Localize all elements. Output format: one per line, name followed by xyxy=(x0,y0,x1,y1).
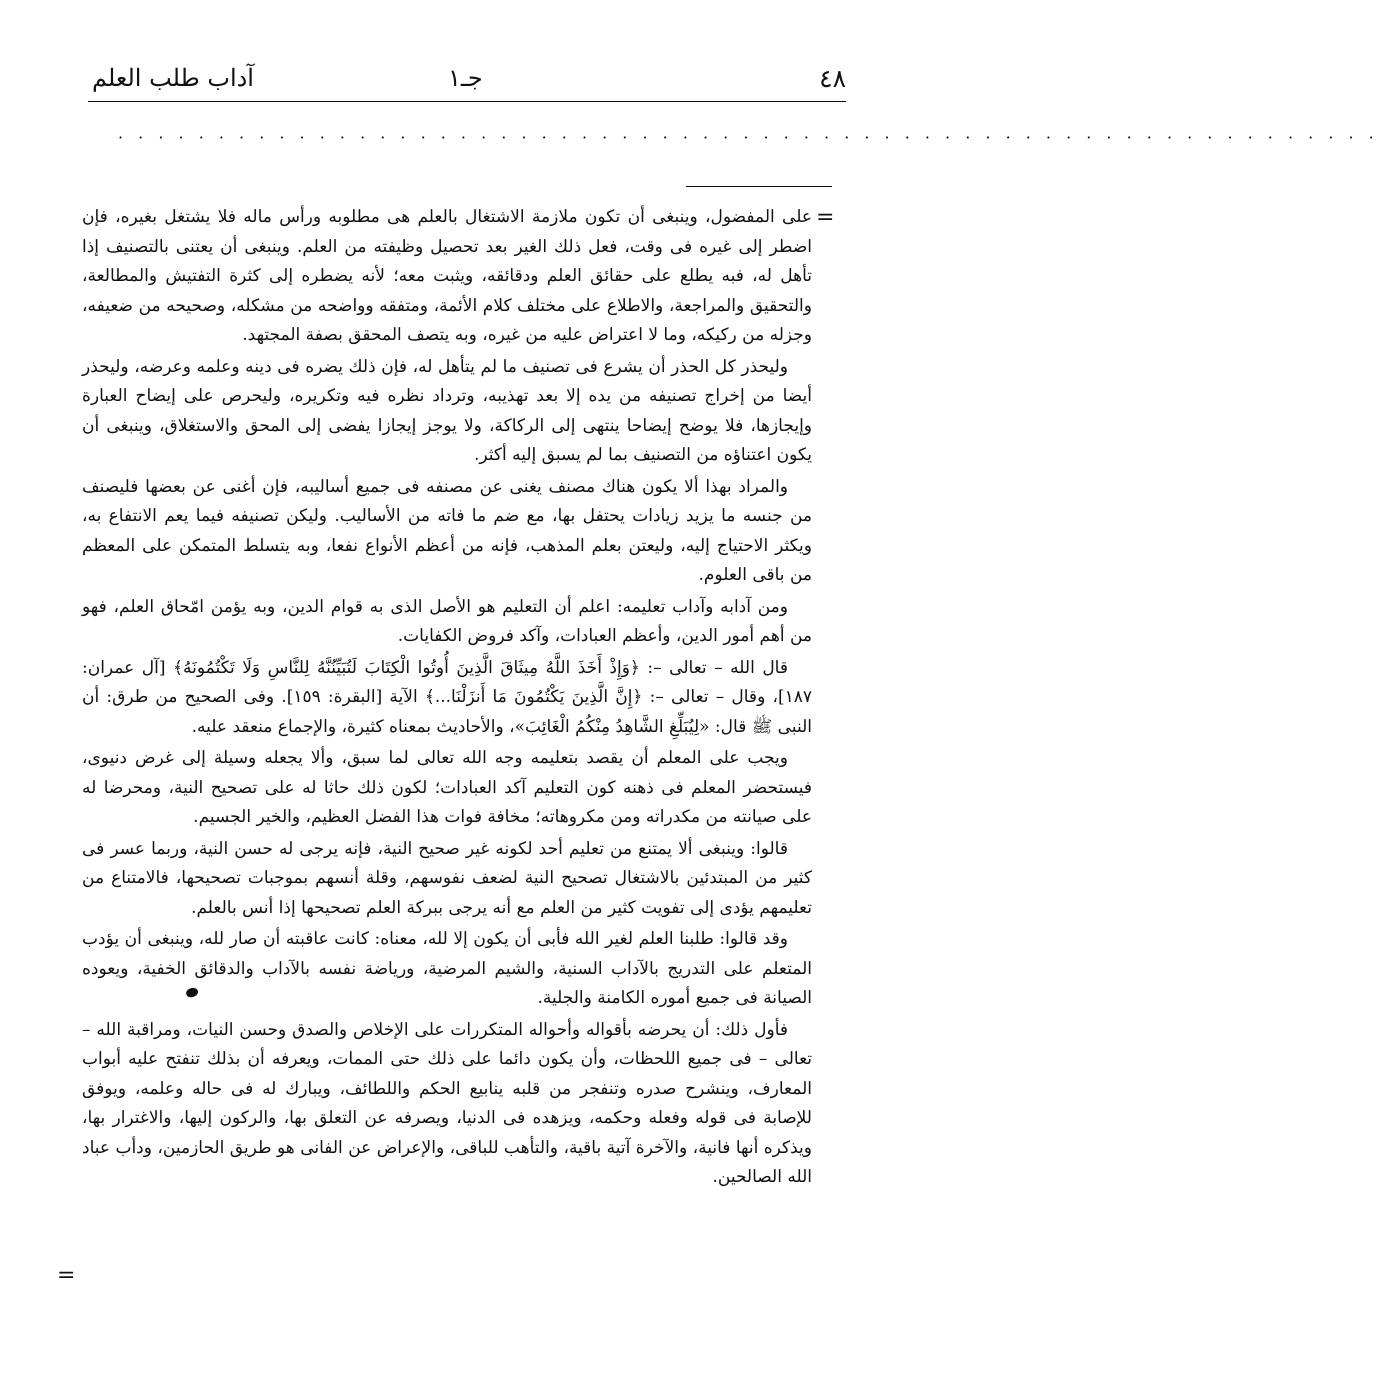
footnote-rule xyxy=(686,186,832,187)
paragraph: على المفضول، وينبغى أن تكون ملازمة الاشتغال بالعلم هى مطلوبه ورأس ماله فلا يشتغل بغيره، فإن اضطر إلى غيره فى وقت، فعل ذلك الغير بعد تحصيل وظيفته من العلم. وينبغى أن يعتنى بالتصنيف إذا تأهل له، فبه يطلع على حقائق العلم ودقائقه، ويثبت معه؛ لأنه يضطره إلى كثرة التفتيش والمطالعة، والتحقيق والمراجعة، والاطلاع على مختلف كلام الأئمة، ومتفقه وواضحه من مشكله، وصحيحه من ضعيفه، وجزله من ركيكه، وما لا اعتراض عليه من غيره، وبه يتصف المحقق بصفة المجتهد. xyxy=(82,207,812,345)
continuation-mark-top: = xyxy=(816,205,835,230)
page-number: ٤٨ xyxy=(819,64,846,93)
volume-number: جـ١ xyxy=(448,64,483,92)
book-title: آداب طلب العلم xyxy=(92,64,254,92)
paragraph: قال الله – تعالى –: ﴿وَإِذْ أَخَذَ اللَّهُ مِيثَاقَ الَّذِينَ أُوتُوا الْكِتَابَ لَتُبَيِّنُنَّهُ لِلنَّاسِ وَلَا تَكْتُمُونَهُ﴾ [آل عمران: ١٨٧]، وقال – تعالى –: ﴿إِنَّ الَّذِينَ يَكْتُمُونَ مَا أَنزَلْنَا...﴾ الآية [البقرة: ١٥٩]. وفى الصحيح من طرق: أن النبى ﷺ قال: «لِيُبَلِّغِ الشَّاهِدُ مِنْكُمُ الْغَائِبَ»، والأحاديث بمعناه كثيرة، والإجماع منعقد عليه. xyxy=(82,657,812,737)
continuation-mark-bottom: = xyxy=(57,1263,76,1288)
paragraph: وقد قالوا: طلبنا العلم لغير الله فأبى أن يكون إلا لله، معناه: كانت عاقبته أن صار لله، وينبغى أن يؤدب المتعلم على التدريج بالآداب السنية، والشيم المرضية، ورياضة نفسه بالآداب والدقائق الخفية، ويعوده الصيانة فى جميع أموره الكامنة والجلية. xyxy=(82,929,812,1008)
paragraph: ومن آدابه وآداب تعليمه: اعلم أن التعليم هو الأصل الذى به قوام الدين، وبه يؤمن امّحاق العلم، فهو من أهم أمور الدين، وأعظم العبادات، وآكد فروض الكفايات. xyxy=(82,596,812,646)
dotted-separator: · · · · · · · · · · · · · · · · · · · · · · · · · · · · · · · · · · · · · · · · · · · · · · · · · · · · · · · · · · · · · · · xyxy=(118,128,1379,147)
paragraph: وليحذر كل الحذر أن يشرع فى تصنيف ما لم يتأهل له، فإن ذلك يضره فى دينه وعلمه وعرضه، وليحذر أيضا من إخراج تصنيفه من يده إلا بعد تهذيبه، وترداد نظره فيه وتكريره، وليحرص على إيضاح العبارة وإيجازها، فلا يوضح إيضاحا ينتهى إلى الركاكة، ولا يوجز إيجازا يفضى إلى المحق والاستغلاق، وينبغى أن يكون اعتناؤه من التصنيف بما لم يسبق إليه أكثر. xyxy=(82,356,812,465)
paragraph: قالوا: وينبغى ألا يمتنع من تعليم أحد لكونه غير صحيح النية، فإنه يرجى له حسن النية، وربما عسر فى كثير من المبتدئين بالاشتغال تصحيح النية لضعف نفوسهم، وقلة أنسهم بموجبات تصحيحها، فالامتناع من تعليمهم يؤدى إلى تفويت كثير من العلم مع أنه يرجى ببركة العلم تصحيحها إذا أنس بالعلم. xyxy=(82,838,812,918)
paragraph: فأول ذلك: أن يحرضه بأقواله وأحواله المتكررات على الإخلاص والصدق وحسن النيات، ومراقبة الله – تعالى – فى جميع اللحظات، وأن يكون دائما على ذلك حتى الممات، ويعرفه أن بذلك تنفتح عليه أبواب المعارف، وينشرح صدره وتنفجر من قلبه ينابيع الحكم واللطائف، ويبارك له فى حاله وعلمه، ويوفق للإصابة فى قوله وفعله وحكمه، ويزهده فى الدنيا، ويصرفه عن التعلق بها، والركون إليها، والاغترار بها، ويذكره أنها فانية، والآخرة آتية باقية، والتأهب للباقى، والإعراض عن الفانى هو طريق الحازمين، ودأب عباد الله الصالحين. xyxy=(82,1019,812,1187)
paragraph: والمراد بهذا ألا يكون هناك مصنف يغنى عن مصنفه فى جميع أساليبه، فإن أغنى عن بعضها فليصنف من جنسه ما يزيد زيادات يحتفل بها، مع ضم ما فاته من الأساليب. وليكن تصنيفه فيما يعم الانتفاع به، ويكثر الاحتياج إليه، وليعتن بعلم المذهب، فإنه من أعظم الأنواع نفعا، وبه يتسلط المتمكن على المعظم من باقى العلوم. xyxy=(82,476,812,585)
running-header xyxy=(88,52,846,106)
paragraph: ويجب على المعلم أن يقصد بتعليمه وجه الله تعالى لما سبق، وألا يجعله وسيلة إلى غرض دنيوى، فيستحضر المعلم فى ذهنه كون التعليم آكد العبادات؛ لكون ذلك حاثا له على تصحيح النية، ومحرضا له على صيانته من مكدراته ومن مكروهاته؛ مخافة فوات هذا الفضل العظيم، والخير الجسيم. xyxy=(82,748,812,827)
header-rule xyxy=(88,101,846,102)
footnote-body xyxy=(82,203,812,1193)
